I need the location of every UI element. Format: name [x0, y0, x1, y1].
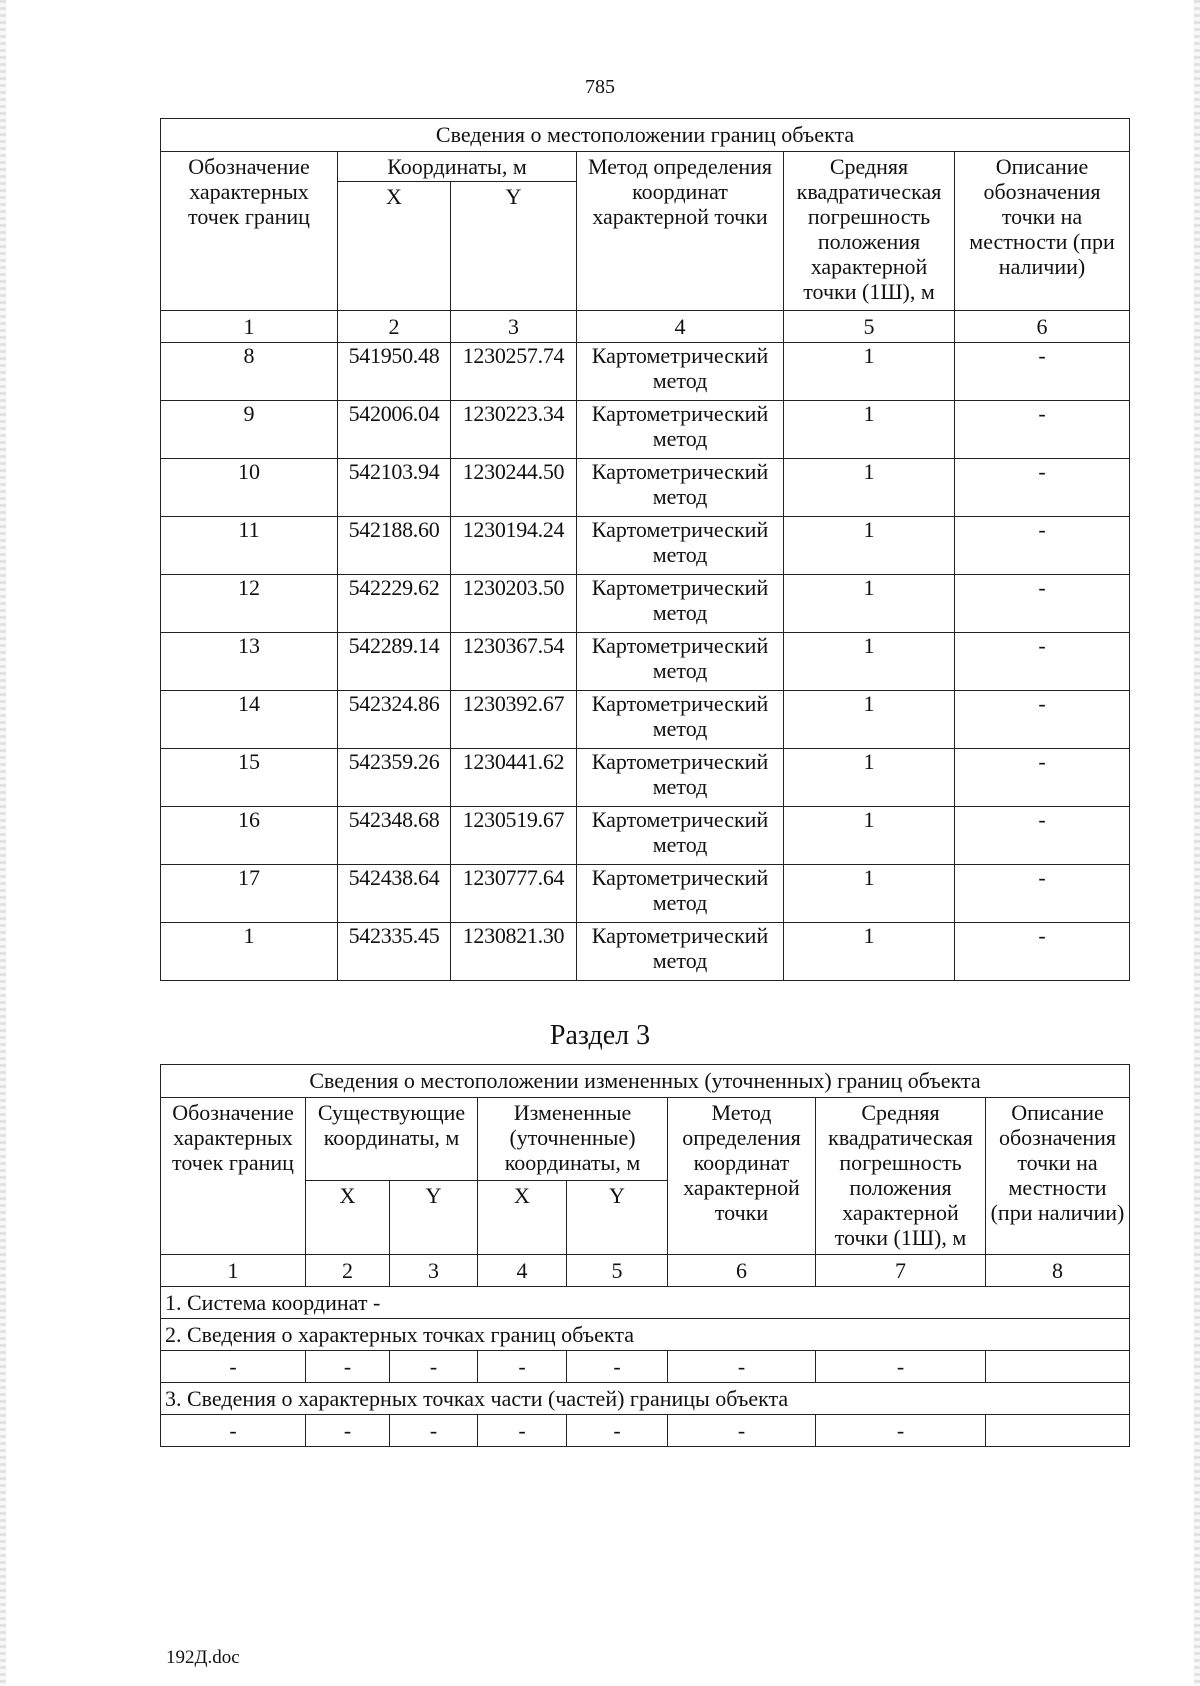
- cell-method: Картометрический метод: [577, 401, 784, 459]
- cell-description: -: [955, 923, 1130, 981]
- cell-error: 1: [784, 807, 955, 865]
- cell-x: 542438.64: [338, 865, 451, 923]
- boundary-location-table: [160, 118, 1130, 981]
- table-row: [161, 923, 1130, 981]
- cell-description: -: [955, 517, 1130, 575]
- cell-point: 14: [161, 691, 338, 749]
- cell-y: 1230821.30: [451, 923, 577, 981]
- column-number: 6: [955, 311, 1130, 343]
- scan-edge-right: [1194, 0, 1200, 1686]
- cell-method: Картометрический метод: [577, 691, 784, 749]
- table-cell: -: [478, 1415, 567, 1447]
- cell-description: -: [955, 401, 1130, 459]
- column-number: 4: [478, 1255, 567, 1287]
- table-cell: -: [668, 1351, 816, 1383]
- subsection-boundary-points: 2. Сведения о характерных точках границ объекта: [161, 1319, 1130, 1351]
- cell-x: 542289.14: [338, 633, 451, 691]
- footer-filename: 192Д.doc: [166, 1647, 240, 1668]
- cell-error: 1: [784, 459, 955, 517]
- table-row: [161, 517, 1130, 575]
- table-cell: -: [567, 1415, 668, 1447]
- table-cell: -: [567, 1351, 668, 1383]
- table-cell: -: [816, 1415, 986, 1447]
- cell-x: 542006.04: [338, 401, 451, 459]
- cell-point: 11: [161, 517, 338, 575]
- table-cell: -: [390, 1351, 478, 1383]
- table-row: [161, 343, 1130, 401]
- header-description: Описание обозначения точки на местности (при наличии): [986, 1098, 1130, 1255]
- subsection-coord-system: 1. Система координат -: [161, 1287, 1130, 1319]
- cell-method: Картометрический метод: [577, 633, 784, 691]
- table-cell: -: [390, 1415, 478, 1447]
- cell-description: -: [955, 575, 1130, 633]
- header-method: Метод определения координат характерной точки: [577, 152, 784, 311]
- cell-x: 542359.26: [338, 749, 451, 807]
- cell-error: 1: [784, 633, 955, 691]
- header-changed-coords: Измененные (уточненные) координаты, м: [478, 1098, 668, 1181]
- cell-description: -: [955, 749, 1130, 807]
- changed-boundaries-table: [160, 1064, 1130, 1447]
- column-number: 1: [161, 311, 338, 343]
- cell-point: 12: [161, 575, 338, 633]
- cell-point: 1: [161, 923, 338, 981]
- table-cell: -: [478, 1351, 567, 1383]
- table-cell: [986, 1415, 1130, 1447]
- cell-y: 1230519.67: [451, 807, 577, 865]
- cell-x: 542229.62: [338, 575, 451, 633]
- column-number: 2: [338, 311, 451, 343]
- cell-x: 541950.48: [338, 343, 451, 401]
- cell-y: 1230244.50: [451, 459, 577, 517]
- cell-point: 9: [161, 401, 338, 459]
- cell-y: 1230194.24: [451, 517, 577, 575]
- header-x: X: [338, 182, 451, 311]
- table-row: [161, 401, 1130, 459]
- cell-method: Картометрический метод: [577, 865, 784, 923]
- header-error: Средняя квадратическая погрешность положения характерной точки (1Ш), м: [816, 1098, 986, 1255]
- header-error: Средняя квадратическая погрешность положения характерной точки (1Ш), м: [784, 152, 955, 311]
- cell-x: 542348.68: [338, 807, 451, 865]
- table-row: [161, 749, 1130, 807]
- cell-y: 1230203.50: [451, 575, 577, 633]
- cell-x: 542188.60: [338, 517, 451, 575]
- cell-error: 1: [784, 343, 955, 401]
- cell-error: 1: [784, 691, 955, 749]
- cell-description: -: [955, 633, 1130, 691]
- cell-point: 15: [161, 749, 338, 807]
- cell-y: 1230223.34: [451, 401, 577, 459]
- table-row: [161, 575, 1130, 633]
- cell-point: 13: [161, 633, 338, 691]
- cell-point: 10: [161, 459, 338, 517]
- cell-method: Картометрический метод: [577, 807, 784, 865]
- cell-y: 1230777.64: [451, 865, 577, 923]
- cell-method: Картометрический метод: [577, 749, 784, 807]
- cell-y: 1230257.74: [451, 343, 577, 401]
- table-row: [161, 691, 1130, 749]
- header-y: Y: [451, 182, 577, 311]
- header-coords: Координаты, м: [338, 152, 577, 182]
- column-number: 7: [816, 1255, 986, 1287]
- cell-error: 1: [784, 865, 955, 923]
- cell-description: -: [955, 807, 1130, 865]
- cell-method: Картометрический метод: [577, 517, 784, 575]
- cell-error: 1: [784, 923, 955, 981]
- cell-description: -: [955, 865, 1130, 923]
- cell-y: 1230392.67: [451, 691, 577, 749]
- cell-point: 16: [161, 807, 338, 865]
- header-method: Метод определения координат характерной точки: [668, 1098, 816, 1255]
- column-number: 3: [451, 311, 577, 343]
- header-point: Обозначение характерных точек границ: [161, 1098, 306, 1255]
- table-title: Сведения о местоположении границ объекта: [161, 119, 1130, 152]
- column-number: 2: [306, 1255, 390, 1287]
- column-number: 5: [784, 311, 955, 343]
- table-row: [161, 633, 1130, 691]
- cell-point: 17: [161, 865, 338, 923]
- cell-error: 1: [784, 749, 955, 807]
- cell-method: Картометрический метод: [577, 343, 784, 401]
- column-number: 8: [986, 1255, 1130, 1287]
- table-row: [161, 865, 1130, 923]
- cell-description: -: [955, 459, 1130, 517]
- table-row: [161, 459, 1130, 517]
- cell-y: 1230367.54: [451, 633, 577, 691]
- table-title: Сведения о местоположении измененных (уточненных) границ объекта: [161, 1065, 1130, 1098]
- header-y: Y: [390, 1181, 478, 1255]
- cell-method: Картометрический метод: [577, 575, 784, 633]
- cell-description: -: [955, 343, 1130, 401]
- table-cell: [986, 1351, 1130, 1383]
- table-cell: -: [306, 1351, 390, 1383]
- section-heading: Раздел 3: [549, 1020, 651, 1051]
- table-cell: -: [668, 1415, 816, 1447]
- cell-description: -: [955, 691, 1130, 749]
- header-x: X: [306, 1181, 390, 1255]
- column-number: 1: [161, 1255, 306, 1287]
- page-number: 785: [585, 76, 615, 98]
- cell-error: 1: [784, 517, 955, 575]
- header-y: Y: [567, 1181, 668, 1255]
- table-cell: -: [161, 1351, 306, 1383]
- header-existing-coords: Существующие координаты, м: [306, 1098, 478, 1181]
- cell-y: 1230441.62: [451, 749, 577, 807]
- table-row: [161, 807, 1130, 865]
- header-x: X: [478, 1181, 567, 1255]
- table-cell: -: [816, 1351, 986, 1383]
- cell-x: 542324.86: [338, 691, 451, 749]
- table-cell: -: [161, 1415, 306, 1447]
- cell-method: Картометрический метод: [577, 923, 784, 981]
- cell-x: 542335.45: [338, 923, 451, 981]
- header-point: Обозначение характерных точек границ: [161, 152, 338, 311]
- cell-point: 8: [161, 343, 338, 401]
- table-cell: -: [306, 1415, 390, 1447]
- scan-edge-left: [0, 0, 6, 1686]
- column-number: 5: [567, 1255, 668, 1287]
- column-number: 3: [390, 1255, 478, 1287]
- cell-error: 1: [784, 401, 955, 459]
- column-number: 4: [577, 311, 784, 343]
- cell-error: 1: [784, 575, 955, 633]
- header-description: Описание обозначения точки на местности (при наличии): [955, 152, 1130, 311]
- cell-x: 542103.94: [338, 459, 451, 517]
- subsection-part-points: 3. Сведения о характерных точках части (частей) границы объекта: [161, 1383, 1130, 1415]
- column-number: 6: [668, 1255, 816, 1287]
- cell-method: Картометрический метод: [577, 459, 784, 517]
